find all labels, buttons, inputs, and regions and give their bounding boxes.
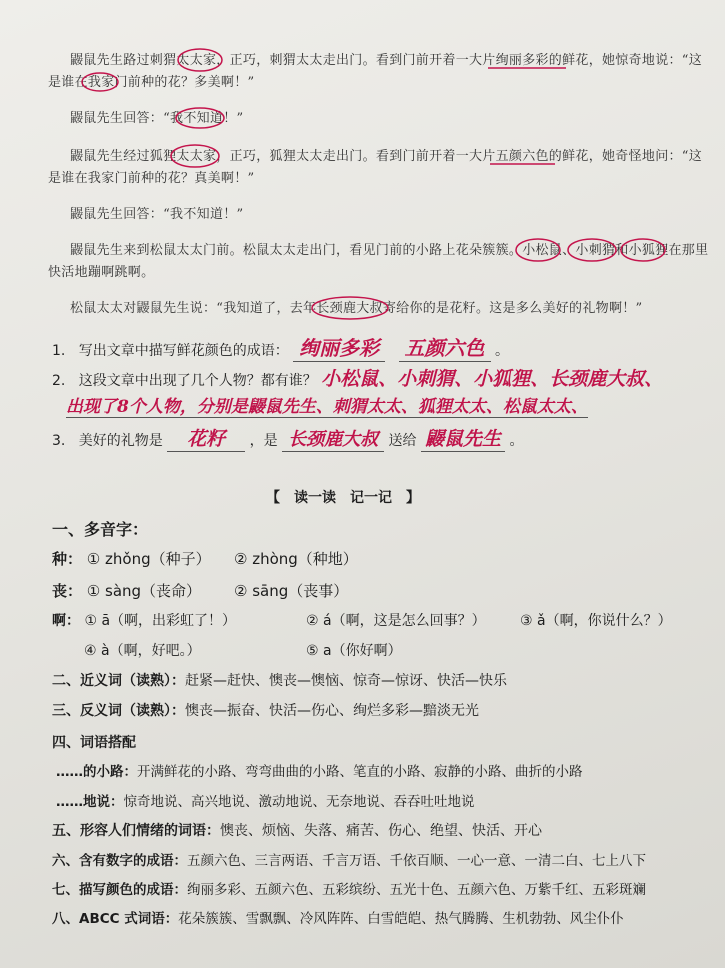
question-2-answer-2: 出现了8个人物，分别是鼹鼠先生、刺猬太太、狐狸太太、松鼠太太、 [66,392,588,418]
polyphone-sang-1: ① sàng（丧命） [86,582,202,600]
question-2-number: 2. [52,373,66,389]
collocation-say-title: ……地说： [56,794,124,810]
section-1-title: 一、多音字： [52,520,149,539]
polyphone-a-char: 啊： [52,613,80,629]
section-2-title: 二、近义词（读熟）： [52,673,185,689]
question-2-text: 这段文章中出现了几个人物？都有谁？ [78,373,317,389]
question-3-number: 3. [52,433,66,449]
story-line-2: 鼹鼠先生回答：“我不知道！” [70,111,244,126]
story-line-1b: 是谁在我家门前种的花？多美啊！” [48,75,255,90]
section-heading: 【 读一读 记一记 】 [266,490,420,506]
question-3-text-1: 美好的礼物是 [78,433,163,449]
section-2-text: 赶紧—赶快、懊丧—懊恼、惊奇—惊讶、快活—快乐 [185,673,507,689]
section-8-text: 花朵簇簇、雪飘飘、冷风阵阵、白雪皑皑、热气腾腾、生机勃勃、风尘仆仆 [178,911,624,927]
section-7-text: 绚丽多彩、五颜六色、五彩缤纷、五光十色、五颜六色、万紫千红、五彩斑斓 [187,882,646,898]
polyphone-sang-char: 丧： [52,582,83,600]
section-5-title: 五、形容人们情绪的词语： [52,823,220,839]
section-3-title: 三、反义词（读熟）： [52,703,185,719]
question-3-text-3: 送给 [388,433,417,449]
ink-circle-hedgehog [178,49,222,71]
question-3-answer-2: 长颈鹿大叔 [282,425,384,452]
question-3-end: 。 [509,433,524,449]
section-5-text: 懊丧、烦恼、失落、痛苦、伤心、绝望、快活、开心 [220,823,542,839]
section-6-text: 五颜六色、三言两语、千言万语、千依百顺、一心一意、一清二白、七上八下 [187,853,646,869]
question-1-text: 写出文章中描写鲜花颜色的成语： [78,343,289,359]
section-3-text: 懊丧—振奋、快活—伤心、绚烂多彩—黯淡无光 [185,703,479,719]
ink-circle-where [82,73,118,91]
story-line-3a: 鼹鼠先生经过狐狸太太家，正巧，狐狸太太走出门。看到门前开着一大片五颜六色的鲜花，她奇怪地问：“这 [70,149,703,164]
polyphone-a-4: ④ à（啊，好吧。） [84,643,201,659]
polyphone-zhong-2: ② zhòng（种地） [234,550,358,568]
question-2-answer-1: 小松鼠、小刺猬、小狐狸、长颈鹿大叔、 [321,368,664,390]
story-line-5b: 快活地蹦啊跳啊。 [48,265,155,280]
question-1-answer-1: 绚丽多彩 [293,332,385,362]
section-7-title: 七、描写颜色的成语： [52,882,187,898]
polyphone-a-5: ⑤ a（你好啊） [306,643,402,659]
polyphone-a-1: ① ā（啊，出彩虹了！） [84,613,237,629]
question-1-end: 。 [494,343,509,359]
collocation-road-text: 开满鲜花的小路、弯弯曲曲的小路、笔直的小路、寂静的小路、曲折的小路 [137,764,583,780]
section-4-title: 四、词语搭配 [52,735,136,751]
ink-circle-dont-know-1 [176,108,224,128]
ink-circle-squirrel [516,239,560,261]
question-1-answer-2: 五颜六色 [399,332,491,362]
question-3-text-2: ，是 [249,433,278,449]
question-1-number: 1. [52,343,66,359]
story-line-4: 鼹鼠先生回答：“我不知道！” [70,207,244,222]
question-3-answer-3: 鼹鼠先生 [421,424,505,452]
polyphone-zhong-1: ① zhǒng（种子） [86,550,211,568]
polyphone-sang-2: ② sāng（丧事） [234,582,349,600]
section-8-title: 八、ABCC 式词语： [52,911,179,927]
polyphone-a-3: ③ ǎ（啊，你说什么？） [520,613,672,629]
story-line-6: 松鼠太太对鼹鼠先生说：“我知道了，去年长颈鹿大叔寄给你的是花籽。这是多么美好的礼物啊！” [70,301,643,316]
collocation-road-title: ……的小路： [56,764,137,780]
ink-circle-fox [171,145,219,167]
collocation-say-text: 惊奇地说、高兴地说、激动地说、无奈地说、吞吞吐吐地说 [123,794,475,810]
section-6-title: 六、含有数字的成语： [52,853,187,869]
polyphone-a-2: ② á（啊，这是怎么回事？） [306,613,486,629]
polyphone-zhong-char: 种： [52,550,83,568]
story-line-3b: 是谁在我家门前种的花？真美啊！” [48,171,255,186]
ink-circle-small-fox [621,239,665,261]
question-3-answer-1: 花籽 [167,424,245,452]
ink-circle-small-hedgehog [568,239,616,261]
story-line-5a: 鼹鼠先生来到松鼠太太门前。松鼠太太走出门，看见门前的小路上花朵簇簇。小松鼠、小刺猬和小狐狸在那里 [70,243,709,258]
story-line-1a: 鼹鼠先生路过刺猬太太家，正巧，刺猬太太走出门。看到门前开着一大片绚丽多彩的鲜花，她惊奇地说：“这 [70,53,703,68]
ink-circle-giraffe [312,297,388,319]
